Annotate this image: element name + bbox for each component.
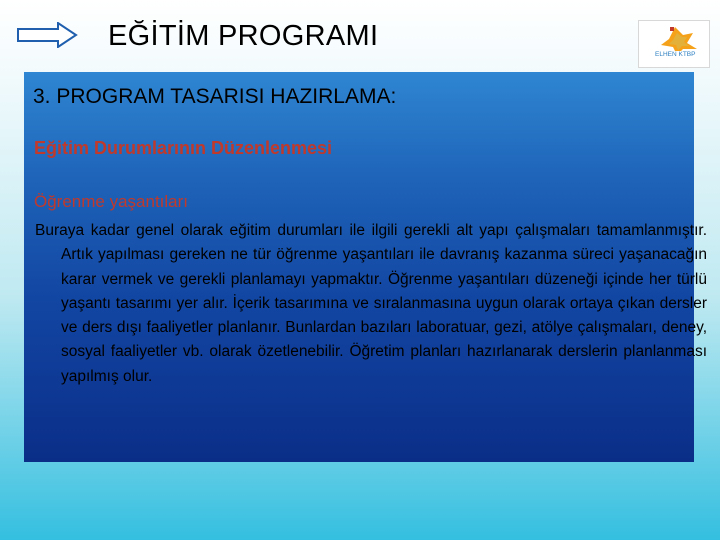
page-title: EĞİTİM PROGRAMI bbox=[108, 20, 379, 52]
body-paragraph: Buraya kadar genel olarak eğitim durumları ile ilgili gerekli alt yapı çalışmaları tamamlanmıştır. Artık yapılması gereken ne tür öğrenme yaşantıları ile davranış kazanma süreci yaşanacağın karar vermek ve gerekli planlamayı yapmaktır. Öğrenme yaşantıları düzeneği içinde her türlü yaşantı tasarımı yer alır. İçerik tasarımına ve sıralanmasına uygun olarak ortaya çıkan dersler ve ders dışı faaliyetler planlanır. Bunlardan bazıları laboratuar, gezi, atölye çalışmaları, deney, sosyal faaliyetler vb. olarak özetlenebilir. Öğretim planları hazırlanarak derslerin planlanması yapılmış olur. bbox=[35, 222, 707, 385]
right-arrow-icon bbox=[16, 22, 78, 48]
section-title: 3. PROGRAM TASARISI HAZIRLAMA: bbox=[33, 85, 397, 108]
subtitle: Eğitim Durumlarının Düzenlenmesi bbox=[34, 138, 333, 158]
content-box bbox=[24, 72, 707, 462]
svg-text:ELHEN KTBP: ELHEN KTBP bbox=[655, 51, 696, 58]
logo bbox=[638, 20, 710, 68]
subheading: Öğrenme yaşantıları bbox=[34, 192, 189, 211]
